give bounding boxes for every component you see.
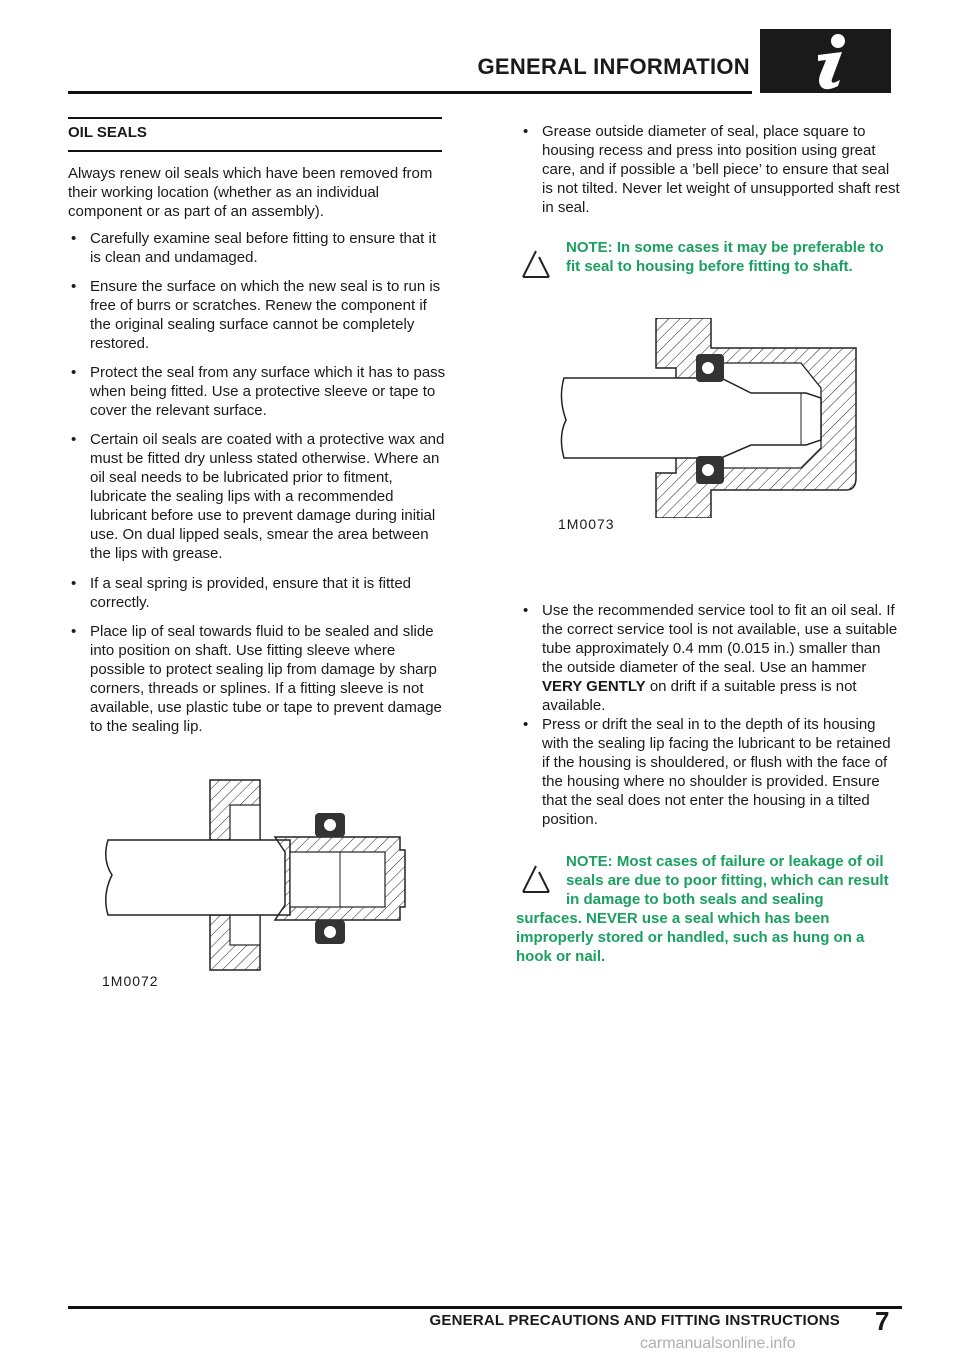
bullet-5: • If a seal spring is provided, ensure that it is fitted correctly.	[68, 574, 448, 612]
bullet-text: Certain oil seals are coated with a protective wax and must be fitted dry unless stated otherwise. Where an oil seal needs to be lubricated prior to fitment, lubricate the sealing lips with a recommended lubricant before use to prevent damage during initial use. On dual lipped seals, smear the area between the lips with grease.	[90, 431, 445, 562]
section-rule-top	[68, 117, 442, 119]
right-bullet-2: • Use the recommended service tool to fit an oil seal. If the correct service tool is not available, use a suitable tube approximately 0.4 mm (0.015 in.) smaller than the outside diameter of the seal. Use an hammer VERY GENTLY on drift if a suitable press is not available.	[520, 601, 900, 715]
bullet-4: • Certain oil seals are coated with a protective wax and must be fitted dry unless stated otherwise. Where an oil seal needs to be lubricated prior to fitment, lubricate the sealing lips with a recommended lubricant before use to prevent damage during initial use. On dual lipped seals, smear the area between the lips with grease.	[68, 430, 448, 563]
left-column	[68, 164, 442, 221]
bullet-text: If a seal spring is provided, ensure that it is fitted correctly.	[90, 575, 411, 611]
seal-fitting-sleeve-figure	[100, 775, 430, 975]
section-title: OIL SEALS	[68, 124, 147, 141]
watermark: carmanualsonline.info	[640, 1335, 796, 1352]
figure-label-1m0072: 1M0072	[102, 973, 159, 989]
info-icon	[760, 29, 891, 93]
intro-paragraph: Always renew oil seals which have been removed from their working location (whether as an individual component or as part of an assembly).	[68, 165, 433, 220]
figure-label-1m0073: 1M0073	[558, 516, 615, 532]
warning-triangle-icon	[519, 862, 553, 894]
header-rule	[68, 91, 752, 94]
footer-rule	[68, 1306, 902, 1309]
bullet-text: Carefully examine seal before fitting to ensure that it is clean and undamaged.	[90, 230, 437, 266]
page-header-title: GENERAL INFORMATION	[477, 54, 750, 79]
right-bullet-3: • Press or drift the seal in to the depth of its housing with the sealing lip facing the lubricant to be retained if the housing is shouldered, or flush with the face of the housing where no shoulder is provided. Ensure that the seal does not enter the housing in a tilted position.	[520, 715, 900, 829]
bullet-text: Protect the seal from any surface which it has to pass when being fitted. Use a protective sleeve or tape to cover the relevant surface.	[90, 364, 446, 419]
bullet-text: Use the recommended service tool to fit an oil seal. If the correct service tool is not available, use a suitable tube approximately 0.4 mm (0.015 in.) smaller than the outside diameter of the seal. Use an hammer VERY GENTLY on drift if a suitable press is not available.	[542, 602, 898, 714]
section-rule-bottom	[68, 150, 442, 152]
bullet-3: • Protect the seal from any surface which it has to pass when being fitted. Use a protective sleeve or tape to cover the relevant surface.	[68, 363, 448, 420]
page-number: 7	[875, 1306, 890, 1336]
right-bullet-1: • Grease outside diameter of seal, place square to housing recess and press into position using great care, and if possible a ’bell piece’ to ensure that seal is not tilted. Never let weight of unsupported shaft rest in seal.	[523, 123, 900, 216]
note-2-continued: surfaces. NEVER use a seal which has been improperly stored or handled, such as hung on a hook or nail.	[516, 910, 865, 965]
bullet-text: Grease outside diameter of seal, place square to housing recess and press into position using great care, and if possible a ’bell piece’ to ensure that seal is not tilted. Never let weight of unsupported shaft rest in seal.	[542, 123, 900, 216]
bullet-2: • Ensure the surface on which the new seal is to run is free of burrs or scratches. Renew the component if the original sealing surface cannot be completely restored.	[68, 277, 448, 353]
footer-section-title: GENERAL PRECAUTIONS AND FITTING INSTRUCTIONS	[429, 1312, 840, 1329]
emphasis-very-gently: VERY GENTLY	[542, 678, 646, 695]
note-2-indented: NOTE: Most cases of failure or leakage of oil seals are due to poor fitting, which can result in damage to both seals and sealing	[566, 853, 889, 908]
bullet-6: • Place lip of seal towards fluid to be sealed and slide into position on shaft. Use fitting sleeve where possible to protect sealing lip from damage by sharp corners, threads or splines. If a fitting sleeve is not available, use plastic tube or tape to prevent damage to the sealing lip.	[68, 622, 448, 736]
bullet-1: • Carefully examine seal before fitting to ensure that it is clean and undamaged.	[68, 229, 448, 267]
note-1: NOTE: In some cases it may be preferable to fit seal to housing before fitting to shaft.	[566, 239, 884, 275]
seal-housing-figure	[556, 318, 866, 518]
bullet-text: Place lip of seal towards fluid to be sealed and slide into position on shaft. Use fitting sleeve where possible to protect sealing lip from damage by sharp corners, threads or splines. If a fitting sleeve is not available, use plastic tube or tape to prevent damage to the sealing lip.	[90, 623, 442, 735]
warning-triangle-icon	[519, 247, 553, 279]
bullet-text: Ensure the surface on which the new seal is to run is free of burrs or scratches. Renew the component if the original sealing surface cannot be completely restored.	[90, 278, 441, 352]
bullet-text: Press or drift the seal in to the depth of its housing with the sealing lip facing the lubricant to be retained if the housing is shouldered, or flush with the face of the housing where no shoulder is provided. Ensure that the seal does not enter the housing in a tilted position.	[542, 716, 891, 828]
info-badge	[760, 29, 891, 93]
